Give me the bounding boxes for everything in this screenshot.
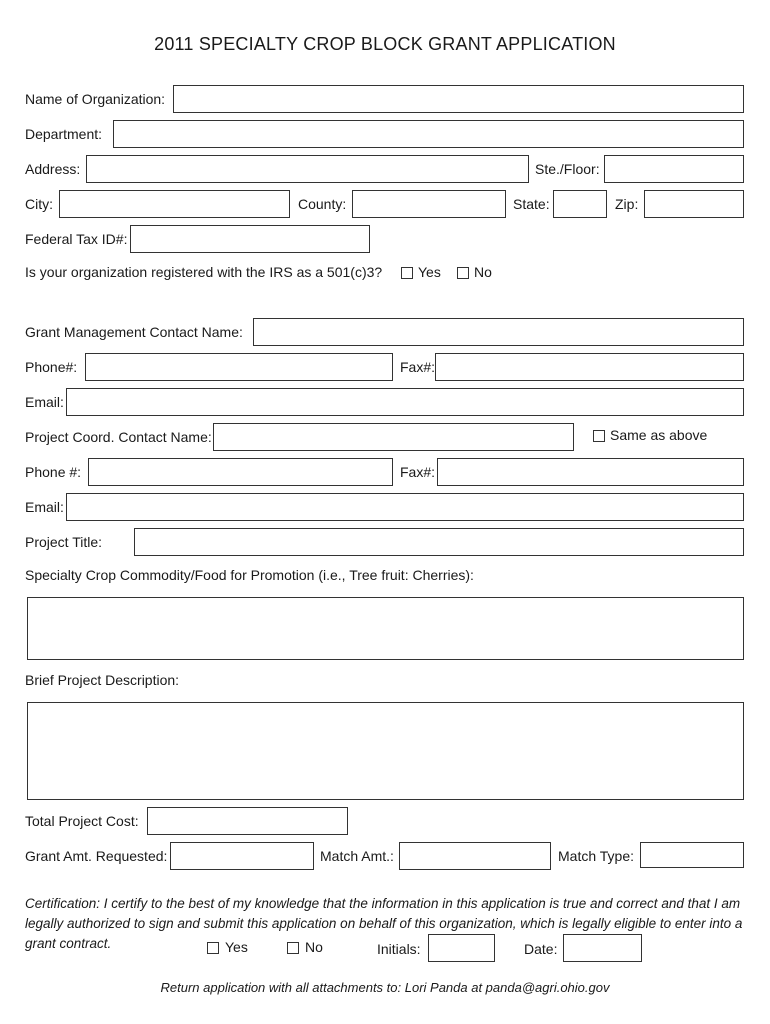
same-as-above-label: Same as above [610,427,708,443]
initials-label: Initials: [377,941,421,957]
commodity-field[interactable] [27,597,744,660]
coord-contact-label: Project Coord. Contact Name: [25,429,212,445]
same-as-above-checkbox[interactable] [593,430,605,442]
fax2-field[interactable] [437,458,744,486]
fax2-label: Fax#: [400,464,436,480]
email1-field[interactable] [66,388,744,416]
irs-question: Is your organization registered with the IRS as a 501(c)3? [25,264,383,280]
initials-field[interactable] [428,934,495,962]
irs-no-label: No [474,264,492,280]
description-label: Brief Project Description: [25,672,180,688]
phone2-field[interactable] [88,458,393,486]
project-title-field[interactable] [134,528,744,556]
fax1-label: Fax#: [400,359,436,375]
tax-id-field[interactable] [130,225,370,253]
cert-no-label: No [305,939,323,955]
page-title: 2011 SPECIALTY CROP BLOCK GRANT APPLICATION [154,34,616,54]
phone1-field[interactable] [85,353,393,381]
org-name-label: Name of Organization: [25,91,166,107]
email1-label: Email: [25,394,64,410]
address-label: Address: [25,161,81,177]
org-name-field[interactable] [173,85,744,113]
commodity-label: Specialty Crop Commodity/Food for Promotion (i.e., Tree fruit: Cherries): [25,567,474,583]
project-title-label: Project Title: [25,534,103,550]
grant-amt-field[interactable] [170,842,314,870]
county-label: County: [298,196,347,212]
suite-label: Ste./Floor: [535,161,600,177]
address-field[interactable] [86,155,529,183]
match-amt-field[interactable] [399,842,551,870]
phone2-label: Phone #: [25,464,82,480]
certification-text: Certification: I certify to the best of my knowledge that the information in this application is true and correct and that I am legally authorized to sign and submit this application on behalf of this organization, which is legally eligible to enter into a grant contract. [25,896,743,951]
date-label: Date: [524,941,558,957]
description-field[interactable] [27,702,744,800]
coord-contact-field[interactable] [213,423,574,451]
city-label: City: [25,196,53,212]
grant-contact-field[interactable] [253,318,744,346]
grant-amt-label: Grant Amt. Requested: [25,848,168,864]
department-label: Department: [25,126,103,142]
match-type-label: Match Type: [558,848,635,864]
phone1-label: Phone#: [25,359,78,375]
department-field[interactable] [113,120,744,148]
fax1-field[interactable] [435,353,744,381]
match-amt-label: Match Amt.: [320,848,394,864]
match-type-field[interactable] [640,842,744,868]
irs-yes-label: Yes [418,264,441,280]
email2-label: Email: [25,499,64,515]
zip-label: Zip: [615,196,639,212]
zip-field[interactable] [644,190,744,218]
suite-field[interactable] [604,155,744,183]
irs-yes-checkbox[interactable] [401,267,413,279]
total-cost-label: Total Project Cost: [25,813,139,829]
email2-field[interactable] [66,493,744,521]
total-cost-field[interactable] [147,807,348,835]
cert-yes-label: Yes [225,939,248,955]
irs-no-checkbox[interactable] [457,267,469,279]
cert-no-checkbox[interactable] [287,942,299,954]
grant-contact-label: Grant Management Contact Name: [25,324,243,340]
city-field[interactable] [59,190,290,218]
state-field[interactable] [553,190,607,218]
return-instructions: Return application with all attachments to: Lori Panda at panda@agri.ohio.gov [160,980,610,995]
county-field[interactable] [352,190,506,218]
state-label: State: [513,196,550,212]
date-field[interactable] [563,934,642,962]
tax-id-label: Federal Tax ID#: [25,231,128,247]
cert-yes-checkbox[interactable] [207,942,219,954]
